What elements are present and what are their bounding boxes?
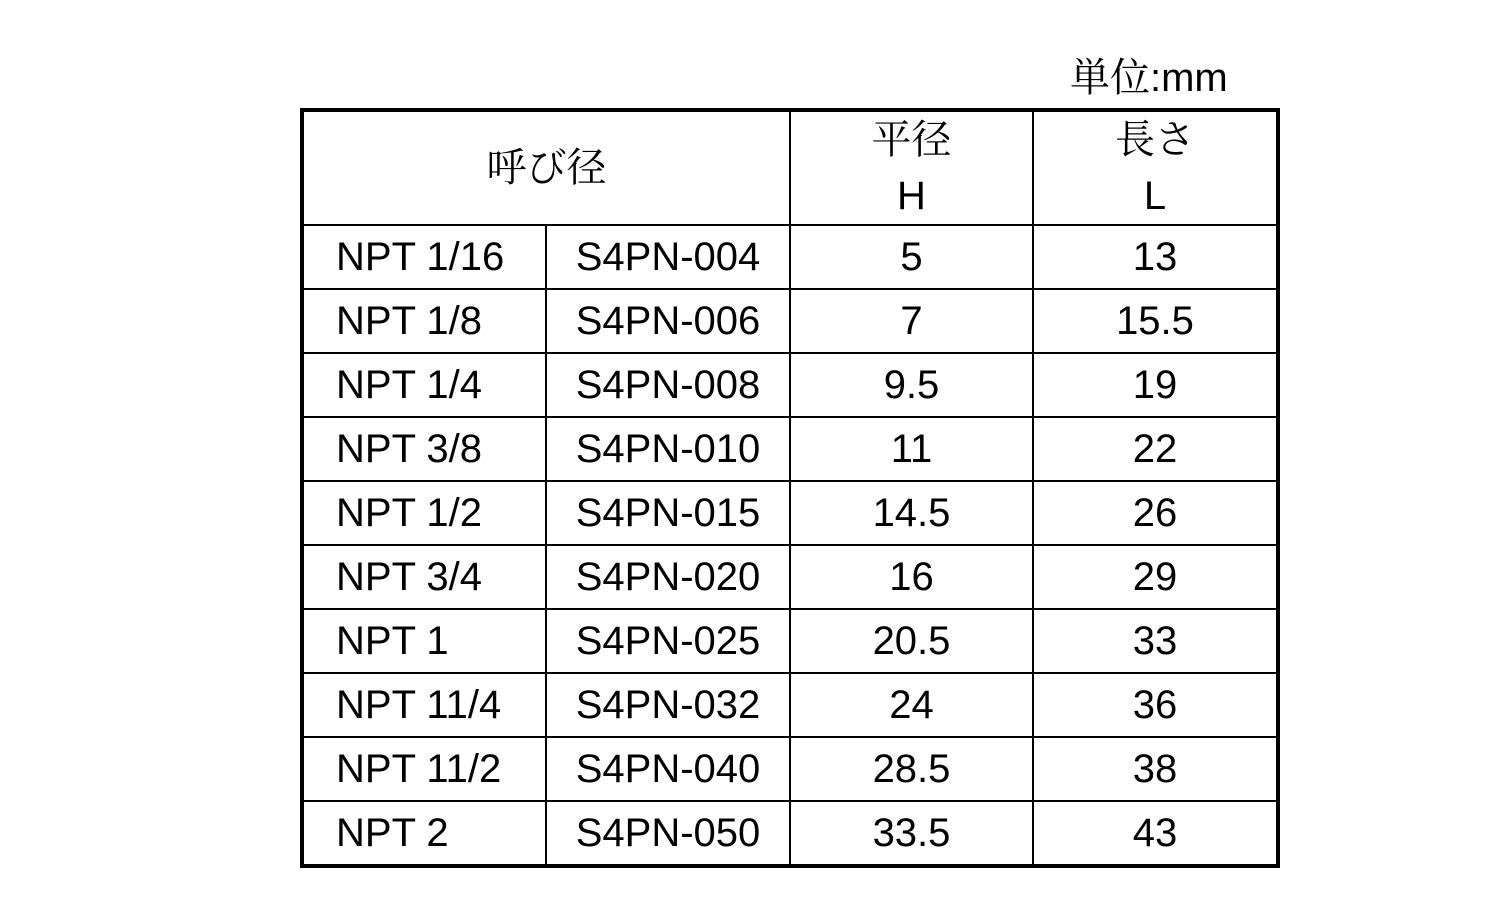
length-l-cell: 29 bbox=[1033, 545, 1278, 609]
header-length-label: 長さ bbox=[1115, 118, 1195, 162]
npt-size-cell: NPT 11/2 bbox=[302, 737, 546, 801]
diameter-h-cell: 20.5 bbox=[790, 609, 1033, 673]
header-row bbox=[302, 110, 1278, 225]
diameter-h-cell: 16 bbox=[790, 545, 1033, 609]
table-row bbox=[302, 545, 1278, 609]
npt-size-cell: NPT 3/4 bbox=[302, 545, 546, 609]
length-l-cell: 13 bbox=[1033, 225, 1278, 289]
table-row bbox=[302, 673, 1278, 737]
npt-size-cell: NPT 11/4 bbox=[302, 673, 546, 737]
diameter-h-cell: 28.5 bbox=[790, 737, 1033, 801]
length-l-cell: 38 bbox=[1033, 737, 1278, 801]
diameter-h-cell: 14.5 bbox=[790, 481, 1033, 545]
npt-size-cell: NPT 2 bbox=[302, 801, 546, 866]
table-body bbox=[302, 110, 1278, 866]
length-l-cell: 22 bbox=[1033, 417, 1278, 481]
header-diameter-symbol: H bbox=[897, 174, 926, 218]
diameter-h-cell: 5 bbox=[790, 225, 1033, 289]
table-row bbox=[302, 289, 1278, 353]
dimension-table bbox=[300, 108, 1280, 868]
part-number-cell: S4PN-004 bbox=[546, 225, 790, 289]
table-row bbox=[302, 225, 1278, 289]
length-l-cell: 19 bbox=[1033, 353, 1278, 417]
part-number-cell: S4PN-040 bbox=[546, 737, 790, 801]
part-number-cell: S4PN-050 bbox=[546, 801, 790, 866]
diameter-h-cell: 11 bbox=[790, 417, 1033, 481]
table-row bbox=[302, 353, 1278, 417]
part-number-cell: S4PN-020 bbox=[546, 545, 790, 609]
header-nominal-size: 呼び径 bbox=[302, 110, 790, 225]
diameter-h-cell: 9.5 bbox=[790, 353, 1033, 417]
length-l-cell: 43 bbox=[1033, 801, 1278, 866]
part-number-cell: S4PN-008 bbox=[546, 353, 790, 417]
npt-size-cell: NPT 1/16 bbox=[302, 225, 546, 289]
part-number-cell: S4PN-025 bbox=[546, 609, 790, 673]
diameter-h-cell: 33.5 bbox=[790, 801, 1033, 866]
length-l-cell: 15.5 bbox=[1033, 289, 1278, 353]
npt-size-cell: NPT 1/8 bbox=[302, 289, 546, 353]
table-row bbox=[302, 801, 1278, 866]
part-number-cell: S4PN-010 bbox=[546, 417, 790, 481]
header-length-symbol: L bbox=[1143, 174, 1167, 218]
npt-size-cell: NPT 3/8 bbox=[302, 417, 546, 481]
diameter-h-cell: 24 bbox=[790, 673, 1033, 737]
part-number-cell: S4PN-015 bbox=[546, 481, 790, 545]
header-diameter-label: 平径 bbox=[871, 118, 952, 162]
npt-size-cell: NPT 1/2 bbox=[302, 481, 546, 545]
npt-size-cell: NPT 1/4 bbox=[302, 353, 546, 417]
length-l-cell: 26 bbox=[1033, 481, 1278, 545]
unit-label: 単位:mm bbox=[1070, 56, 1228, 100]
table-row bbox=[302, 417, 1278, 481]
header-diameter bbox=[790, 110, 1033, 225]
npt-size-cell: NPT 1 bbox=[302, 609, 546, 673]
part-number-cell: S4PN-006 bbox=[546, 289, 790, 353]
table-row bbox=[302, 609, 1278, 673]
length-l-cell: 36 bbox=[1033, 673, 1278, 737]
header-length bbox=[1033, 110, 1278, 225]
part-number-cell: S4PN-032 bbox=[546, 673, 790, 737]
diameter-h-cell: 7 bbox=[790, 289, 1033, 353]
length-l-cell: 33 bbox=[1033, 609, 1278, 673]
table-row bbox=[302, 737, 1278, 801]
table-row bbox=[302, 481, 1278, 545]
